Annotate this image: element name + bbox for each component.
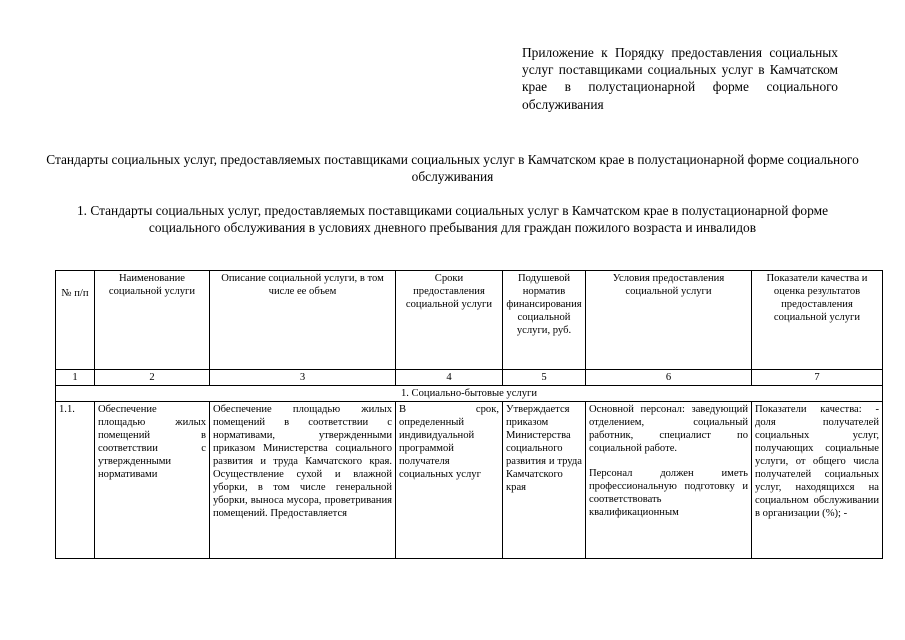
column-index: 2 — [95, 370, 210, 386]
section-title: 1. Стандарты социальных услуг, предоставляемых поставщиками социальных услуг в Камчатском крае в полустационарной форме социального обслуживания в условиях дневного пребывания для граждан пожилого возраста и инвалидов — [76, 203, 829, 235]
column-index-row — [56, 370, 883, 386]
column-index: 7 — [752, 370, 883, 386]
row-number: 1.1. — [56, 402, 95, 559]
header-conditions: Условия предоставления социальной услуги — [586, 271, 752, 370]
column-index: 3 — [210, 370, 396, 386]
document-title: Стандарты социальных услуг, предоставляемых поставщиками социальных услуг в Камчатском крае в полустационарной форме социального обслуживания — [46, 152, 859, 184]
row-conditions-staff: Основной персонал: заведующий отделением, социальный работник, специалист по социальной работе. — [589, 404, 748, 454]
standards-table — [55, 270, 883, 559]
header-number: № п/п — [56, 271, 95, 370]
row-terms: В срок, определенный индивидуальной программой получателя социальных услуг — [396, 402, 503, 559]
column-index: 6 — [586, 370, 752, 386]
column-index: 5 — [503, 370, 586, 386]
appendix-note: Приложение к Порядку предоставления социальных услуг поставщиками социальных услуг в Камчатском крае в полустационарной форме социального обслуживания — [522, 45, 838, 112]
table-header-row — [56, 271, 883, 370]
header-description: Описание социальной услуги, в том числе ее объем — [210, 271, 396, 370]
column-index: 4 — [396, 370, 503, 386]
section-heading: 1. Социально-бытовые услуги — [56, 386, 883, 402]
section-row — [56, 386, 883, 402]
row-quality: Показатели качества: - доля получателей социальных услуг, получающих социальные услуги, от общего числа получателей социальных услуг, находящихся на социальном обслуживании в организации (%); - — [752, 402, 883, 559]
row-conditions-qualification: Персонал должен иметь профессиональную подготовку и соответствовать квалификационным — [589, 468, 748, 518]
row-service-name: Обеспечение площадью жилых помещений в соответствии с утвержденными нормативами — [95, 402, 210, 559]
row-conditions — [586, 402, 752, 559]
header-terms: Сроки предоставления социальной услуги — [396, 271, 503, 370]
header-norm: Подушевой норматив финансирования социальной услуги, руб. — [503, 271, 586, 370]
row-norm: Утверждается приказом Министерства социального развития и труда Камчатского края — [503, 402, 586, 559]
header-quality: Показатели качества и оценка результатов предоставления социальной услуги — [752, 271, 883, 370]
table-row — [56, 402, 883, 559]
header-service-name: Наименование социальной услуги — [95, 271, 210, 370]
row-description: Обеспечение площадью жилых помещений в соответствии с нормативами, утвержденными приказом Министерства социального развития и труда Камчатского края. Осуществление сухой и влажной уборки, в том числе генеральной уборки, выноса мусора, проветривания помещений. Предоставляется — [210, 402, 396, 559]
column-index: 1 — [56, 370, 95, 386]
